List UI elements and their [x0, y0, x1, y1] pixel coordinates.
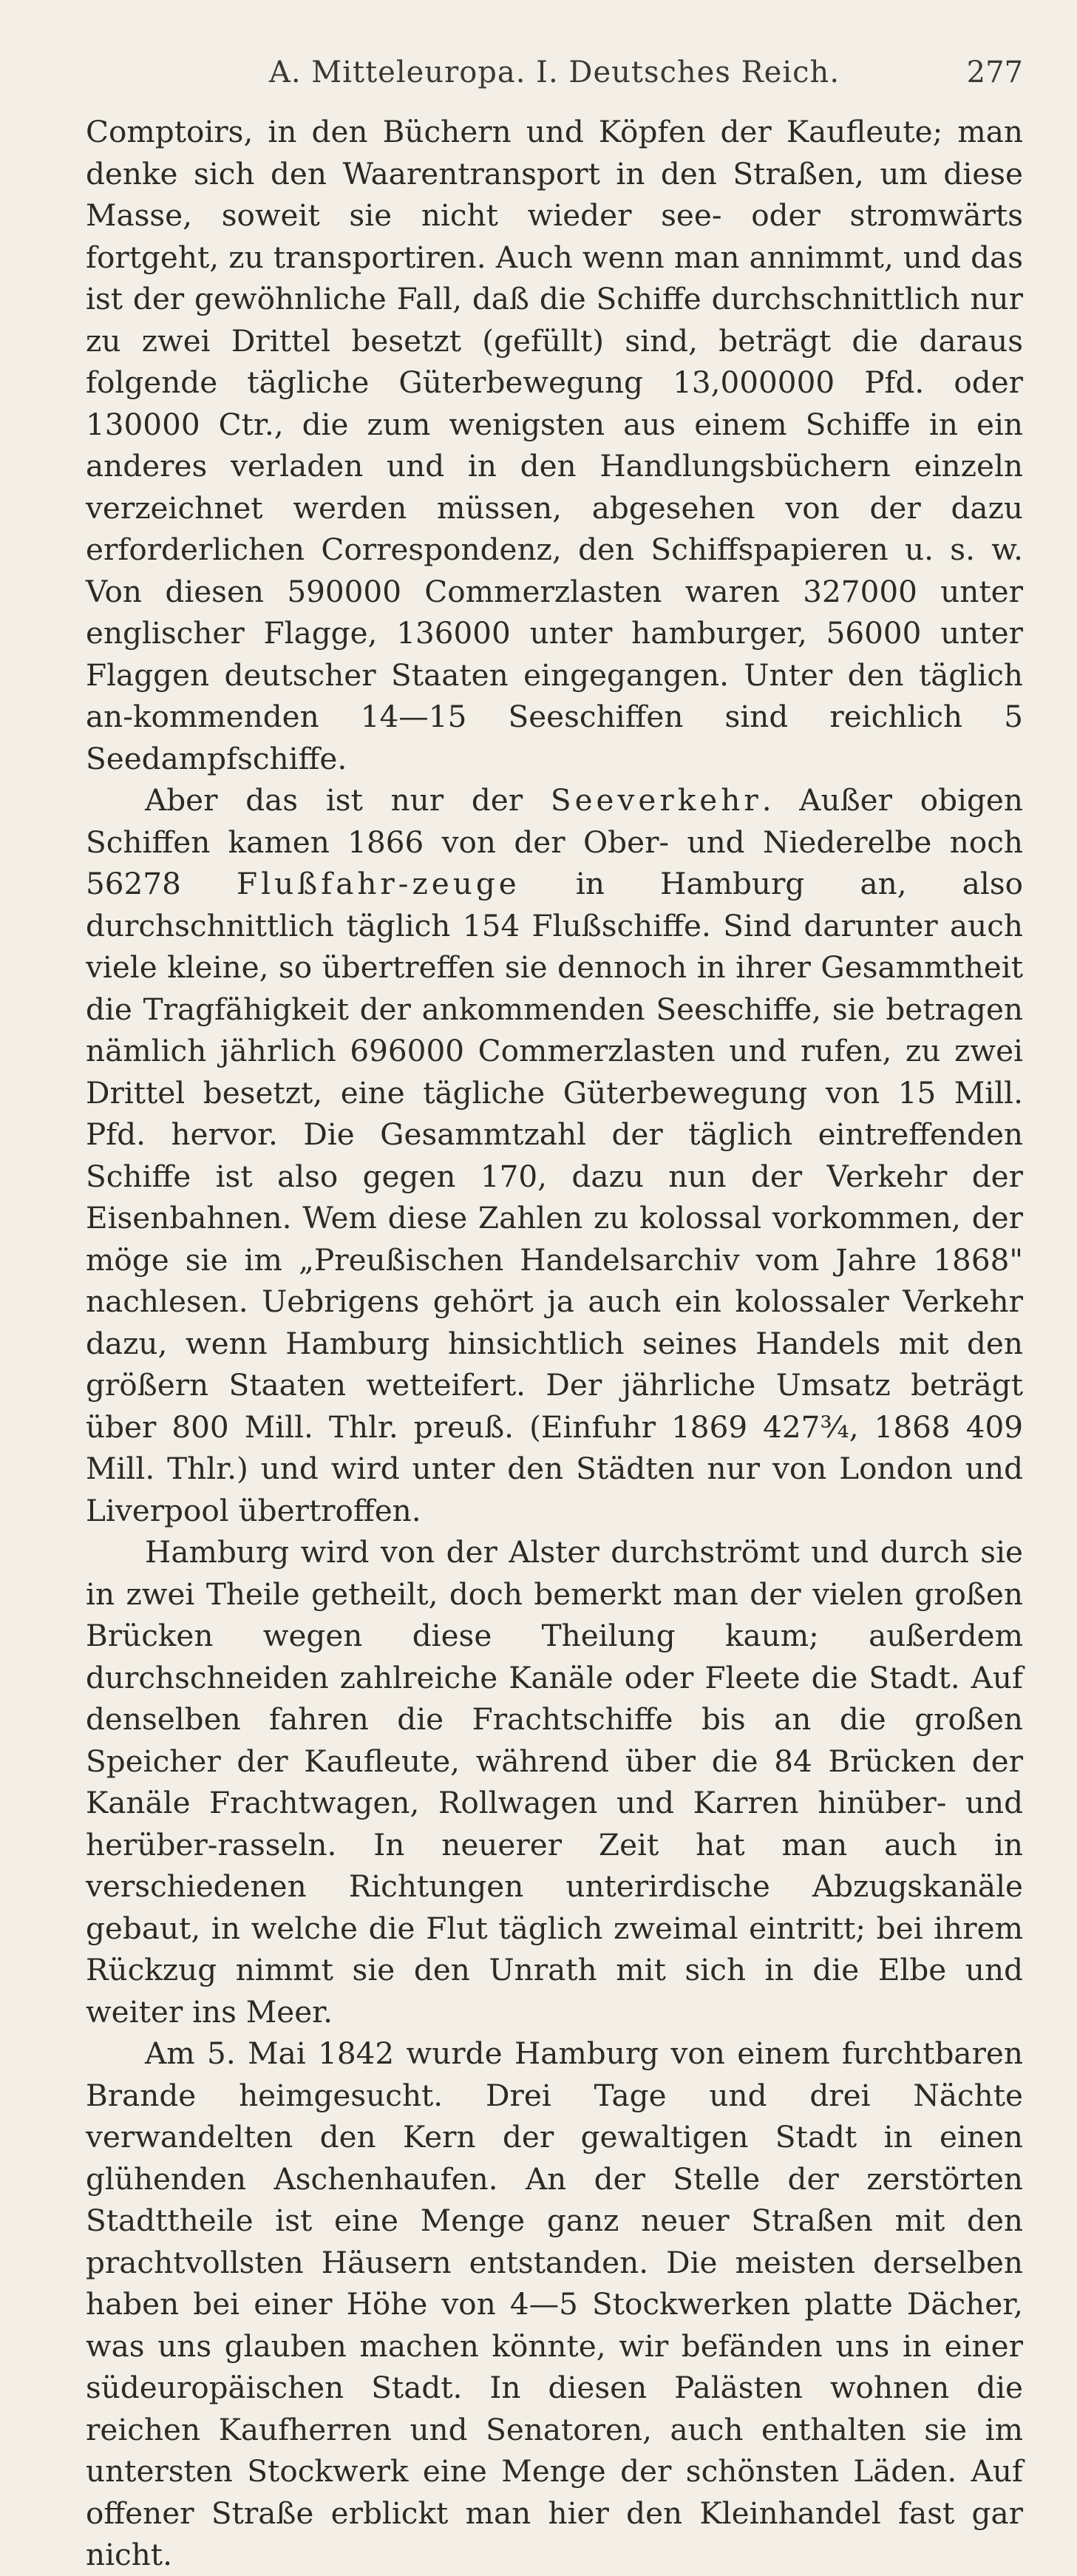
page-number: 277 — [966, 55, 1023, 89]
running-head — [86, 52, 1023, 93]
paragraph-2-text-b: . Außer obigen Schiffen kamen 1866 von der Ober- und Niederelbe noch 56278 — [86, 782, 1023, 901]
running-head-title: A. Mitteleuropa. I. Deutsches Reich. — [268, 55, 840, 89]
paragraph-3-text: Hamburg wird von der Alster durchströmt und durch sie in zwei Theile getheilt, doch bemerkt man der vielen großen Brücken wegen diese Theilung kaum; außerdem durchschneiden zahlreiche Kanäle oder Fleete die Stadt. Auf denselben fahren die Frachtschiffe bis an die großen Speicher der Kaufleute, während über die 84 Brücken der Kanäle Frachtwagen, Rollwagen und Karren hinüber- und herüber-rasseln. In neuerer Zeit hat man auch in verschiedenen Richtungen unterirdische Abzugskanäle gebaut, in welche die Flut täglich zweimal eintritt; bei ihrem Rückzug nimmt sie den Unrath mit sich in die Elbe und weiter ins Meer. — [86, 1534, 1023, 2030]
body-text — [86, 111, 1023, 2576]
paragraph-4-text: Am 5. Mai 1842 wurde Hamburg von einem furchtbaren Brande heimgesucht. Drei Tage und drei Nächte verwandelten den Kern der gewaltigen Stadt in einen glühenden Aschenhaufen. An der Stelle der zerstörten Stadttheile ist eine Menge ganz neuer Straßen mit den prachtvollsten Häusern entstanden. Die meisten derselben haben bei einer Höhe von 4—5 Stockwerken platte Dächer, was uns glauben machen könnte, wir befänden uns in einer südeuropäischen Stadt. In diesen Palästen wohnen die reichen Kaufherren und Senatoren, auch enthalten sie im untersten Stockwerk eine Menge der schönsten Läden. Auf offener Straße erblickt man hier den Kleinhandel fast gar nicht. — [86, 2036, 1023, 2572]
paragraph-2 — [86, 779, 1023, 1531]
paragraph-2-text-c: in Hamburg an, also durchschnittlich täglich 154 Flußschiffe. Sind darunter auch viele kleine, so übertreffen sie dennoch in ihrer Gesammtheit die Tragfähigkeit der ankommenden Seeschiffe, sie betragen nämlich jährlich 696000 Commerzlasten und rufen, zu zwei Drittel besetzt, eine tägliche Güterbewegung von 15 Mill. Pfd. hervor. Die Gesammtzahl der täglich eintreffenden Schiffe ist also gegen 170, dazu nun der Verkehr der Eisenbahnen. Wem diese Zahlen zu kolossal vorkommen, der möge sie im „Preußischen Handelsarchiv vom Jahre 1868" nachlesen. Uebrigens gehört ja auch ein kolossaler Verkehr dazu, wenn Hamburg hinsichtlich seines Handels mit den größern Staaten wetteifert. Der jährliche Umsatz beträgt über 800 Mill. Thlr. preuß. (Einfuhr 1869 427¾, 1868 409 Mill. Thlr.) und wird unter den Städten nur von London und Liverpool übertroffen. — [86, 866, 1023, 1528]
emphasis-seeverkehr: Seeverkehr — [550, 782, 762, 818]
paragraph-4 — [86, 2033, 1023, 2576]
paragraph-3 — [86, 1531, 1023, 2033]
emphasis-flussfahrzeuge: Flußfahr-zeuge — [237, 866, 520, 901]
paragraph-1-text: Comptoirs, in den Büchern und Köpfen der Kaufleute; man denke sich den Waarentransport in den Straßen, um diese Masse, soweit sie nicht wieder see- oder stromwärts fortgeht, zu transportiren. Auch wenn man annimmt, und das ist der gewöhnliche Fall, daß die Schiffe durchschnittlich nur zu zwei Drittel besetzt (gefüllt) sind, beträgt die daraus folgende tägliche Güterbewegung 13,000000 Pfd. oder 130000 Ctr., die zum wenigsten aus einem Schiffe in ein anderes verladen und in den Handlungsbüchern einzeln verzeichnet werden müssen, abgesehen von der dazu erforderlichen Correspondenz, den Schiffspapieren u. s. w. Von diesen 590000 Commerzlasten waren 327000 unter englischer Flagge, 136000 unter hamburger, 56000 unter Flaggen deutscher Staaten eingegangen. Unter den täglich an-kommenden 14—15 Seeschiffen sind reichlich 5 Seedampfschiffe. — [86, 114, 1023, 776]
paragraph-1 — [86, 111, 1023, 779]
paragraph-2-text-a: Aber das ist nur der — [145, 782, 551, 818]
